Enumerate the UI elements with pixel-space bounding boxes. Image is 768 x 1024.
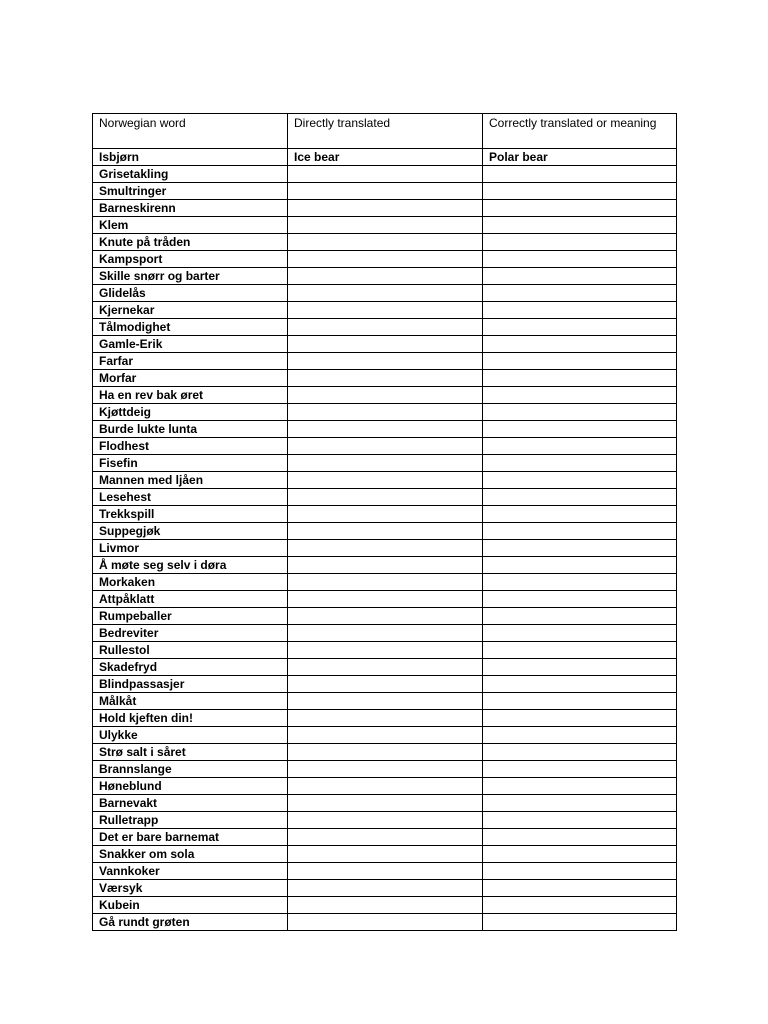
table-row [93, 914, 677, 931]
direct-translation-cell [288, 761, 483, 778]
direct-translation-cell [288, 710, 483, 727]
correct-meaning-cell [483, 829, 677, 846]
table-row [93, 608, 677, 625]
direct-translation-cell [288, 251, 483, 268]
direct-translation-cell [288, 353, 483, 370]
correct-meaning-cell [483, 744, 677, 761]
correct-meaning-cell [483, 472, 677, 489]
correct-meaning-cell [483, 540, 677, 557]
direct-translation-cell [288, 846, 483, 863]
table-row [93, 846, 677, 863]
table-row [93, 149, 677, 166]
norwegian-word-cell: Flodhest [93, 438, 288, 455]
table-row [93, 353, 677, 370]
direct-translation-cell [288, 812, 483, 829]
table-body [93, 149, 677, 931]
norwegian-word-cell: Det er bare barnemat [93, 829, 288, 846]
norwegian-word-cell: Grisetakling [93, 166, 288, 183]
norwegian-word-cell: Rumpeballer [93, 608, 288, 625]
norwegian-word-cell: Brannslange [93, 761, 288, 778]
norwegian-word-cell: Morkaken [93, 574, 288, 591]
table-row [93, 727, 677, 744]
direct-translation-cell [288, 319, 483, 336]
direct-translation-cell [288, 472, 483, 489]
correct-meaning-cell [483, 880, 677, 897]
table-row [93, 251, 677, 268]
norwegian-word-cell: Kampsport [93, 251, 288, 268]
table-row [93, 523, 677, 540]
direct-translation-cell [288, 421, 483, 438]
correct-meaning-cell [483, 489, 677, 506]
table-row [93, 693, 677, 710]
direct-translation-cell [288, 676, 483, 693]
table-row [93, 302, 677, 319]
norwegian-word-cell: Ha en rev bak øret [93, 387, 288, 404]
direct-translation-cell [288, 404, 483, 421]
correct-meaning-cell [483, 234, 677, 251]
table-row [93, 370, 677, 387]
correct-meaning-cell [483, 404, 677, 421]
norwegian-word-cell: Strø salt i såret [93, 744, 288, 761]
norwegian-word-cell: Mannen med ljåen [93, 472, 288, 489]
correct-meaning-cell [483, 642, 677, 659]
correct-meaning-cell [483, 319, 677, 336]
norwegian-word-cell: Lesehest [93, 489, 288, 506]
table-row [93, 863, 677, 880]
correct-meaning-cell [483, 438, 677, 455]
direct-translation-cell [288, 897, 483, 914]
norwegian-word-cell: Bedreviter [93, 625, 288, 642]
direct-translation-cell [288, 234, 483, 251]
table-row [93, 234, 677, 251]
norwegian-word-cell: Vannkoker [93, 863, 288, 880]
table-row [93, 183, 677, 200]
correct-meaning-cell [483, 506, 677, 523]
direct-translation-cell [288, 829, 483, 846]
direct-translation-cell [288, 455, 483, 472]
correct-meaning-cell [483, 778, 677, 795]
direct-translation-cell [288, 727, 483, 744]
table-row [93, 319, 677, 336]
table-row [93, 455, 677, 472]
norwegian-word-cell: Fisefin [93, 455, 288, 472]
direct-translation-cell [288, 523, 483, 540]
table-row [93, 795, 677, 812]
correct-meaning-cell [483, 523, 677, 540]
norwegian-word-cell: Rullestol [93, 642, 288, 659]
direct-translation-cell [288, 642, 483, 659]
table-row [93, 659, 677, 676]
norwegian-word-cell: Skadefryd [93, 659, 288, 676]
norwegian-word-cell: Ulykke [93, 727, 288, 744]
norwegian-word-cell: Knute på tråden [93, 234, 288, 251]
correct-meaning-cell [483, 285, 677, 302]
direct-translation-cell [288, 387, 483, 404]
correct-meaning-cell [483, 251, 677, 268]
correct-meaning-cell [483, 914, 677, 931]
norwegian-word-cell: Blindpassasjer [93, 676, 288, 693]
direct-translation-cell [288, 659, 483, 676]
correct-meaning-cell [483, 710, 677, 727]
table-row [93, 387, 677, 404]
norwegian-word-cell: Isbjørn [93, 149, 288, 166]
norwegian-word-cell: Målkåt [93, 693, 288, 710]
table-row [93, 591, 677, 608]
direct-translation-cell [288, 200, 483, 217]
table-header [93, 114, 677, 149]
correct-meaning-cell [483, 659, 677, 676]
direct-translation-cell [288, 438, 483, 455]
correct-meaning-cell [483, 846, 677, 863]
norwegian-word-cell: Hold kjeften din! [93, 710, 288, 727]
table-row [93, 778, 677, 795]
norwegian-word-cell: Burde lukte lunta [93, 421, 288, 438]
table-row [93, 506, 677, 523]
norwegian-word-cell: Attpåklatt [93, 591, 288, 608]
direct-translation-cell [288, 863, 483, 880]
direct-translation-cell [288, 778, 483, 795]
correct-meaning-cell [483, 863, 677, 880]
table-row [93, 200, 677, 217]
direct-translation-cell [288, 795, 483, 812]
correct-meaning-cell [483, 812, 677, 829]
direct-translation-cell [288, 285, 483, 302]
table-row [93, 676, 677, 693]
norwegian-word-cell: Morfar [93, 370, 288, 387]
direct-translation-cell [288, 914, 483, 931]
direct-translation-cell [288, 880, 483, 897]
table-row [93, 744, 677, 761]
header-correct-meaning: Correctly translated or meaning [483, 114, 677, 149]
correct-meaning-cell [483, 387, 677, 404]
header-directly-translated: Directly translated [288, 114, 483, 149]
correct-meaning-cell [483, 421, 677, 438]
table-row [93, 438, 677, 455]
table-row [93, 557, 677, 574]
table-row [93, 574, 677, 591]
direct-translation-cell [288, 217, 483, 234]
correct-meaning-cell [483, 693, 677, 710]
table-row [93, 166, 677, 183]
table-row [93, 336, 677, 353]
table-row [93, 761, 677, 778]
table-row [93, 829, 677, 846]
correct-meaning-cell [483, 353, 677, 370]
norwegian-word-cell: Barnevakt [93, 795, 288, 812]
table-row [93, 642, 677, 659]
norwegian-word-cell: Høneblund [93, 778, 288, 795]
correct-meaning-cell [483, 268, 677, 285]
direct-translation-cell [288, 489, 483, 506]
norwegian-word-cell: Tålmodighet [93, 319, 288, 336]
correct-meaning-cell [483, 455, 677, 472]
norwegian-word-cell: Klem [93, 217, 288, 234]
table-row [93, 285, 677, 302]
correct-meaning-cell [483, 166, 677, 183]
direct-translation-cell [288, 744, 483, 761]
header-norwegian-word: Norwegian word [93, 114, 288, 149]
norwegian-word-cell: Kjernekar [93, 302, 288, 319]
norwegian-word-cell: Trekkspill [93, 506, 288, 523]
table-row [93, 421, 677, 438]
direct-translation-cell [288, 693, 483, 710]
norwegian-word-cell: Gå rundt grøten [93, 914, 288, 931]
norwegian-word-cell: Skille snørr og barter [93, 268, 288, 285]
norwegian-word-cell: Suppegjøk [93, 523, 288, 540]
direct-translation-cell [288, 302, 483, 319]
direct-translation-cell [288, 268, 483, 285]
table-row [93, 540, 677, 557]
correct-meaning-cell [483, 625, 677, 642]
correct-meaning-cell [483, 591, 677, 608]
direct-translation-cell [288, 608, 483, 625]
correct-meaning-cell [483, 727, 677, 744]
table-row [93, 268, 677, 285]
norwegian-word-cell: Værsyk [93, 880, 288, 897]
norwegian-word-cell: Glidelås [93, 285, 288, 302]
direct-translation-cell [288, 591, 483, 608]
correct-meaning-cell [483, 795, 677, 812]
table-row [93, 217, 677, 234]
norwegian-word-cell: Gamle-Erik [93, 336, 288, 353]
table-row [93, 472, 677, 489]
correct-meaning-cell [483, 370, 677, 387]
correct-meaning-cell [483, 183, 677, 200]
correct-meaning-cell [483, 676, 677, 693]
norwegian-word-cell: Kubein [93, 897, 288, 914]
table-row [93, 625, 677, 642]
direct-translation-cell [288, 625, 483, 642]
correct-meaning-cell: Polar bear [483, 149, 677, 166]
norwegian-word-cell: Livmor [93, 540, 288, 557]
norwegian-word-cell: Barneskirenn [93, 200, 288, 217]
correct-meaning-cell [483, 608, 677, 625]
header-row [93, 114, 677, 149]
norwegian-word-cell: Å møte seg selv i døra [93, 557, 288, 574]
table-row [93, 812, 677, 829]
norwegian-word-cell: Smultringer [93, 183, 288, 200]
table-row [93, 404, 677, 421]
norwegian-word-cell: Snakker om sola [93, 846, 288, 863]
norwegian-word-cell: Kjøttdeig [93, 404, 288, 421]
correct-meaning-cell [483, 557, 677, 574]
correct-meaning-cell [483, 302, 677, 319]
direct-translation-cell [288, 506, 483, 523]
correct-meaning-cell [483, 897, 677, 914]
direct-translation-cell [288, 166, 483, 183]
table-row [93, 489, 677, 506]
direct-translation-cell [288, 557, 483, 574]
direct-translation-cell [288, 540, 483, 557]
direct-translation-cell [288, 370, 483, 387]
correct-meaning-cell [483, 761, 677, 778]
direct-translation-cell [288, 183, 483, 200]
correct-meaning-cell [483, 200, 677, 217]
norwegian-word-cell: Rulletrapp [93, 812, 288, 829]
table-row [93, 710, 677, 727]
table-row [93, 880, 677, 897]
norwegian-word-cell: Farfar [93, 353, 288, 370]
direct-translation-cell [288, 336, 483, 353]
direct-translation-cell [288, 574, 483, 591]
correct-meaning-cell [483, 336, 677, 353]
table-row [93, 897, 677, 914]
vocabulary-table [92, 113, 677, 931]
correct-meaning-cell [483, 217, 677, 234]
direct-translation-cell: Ice bear [288, 149, 483, 166]
correct-meaning-cell [483, 574, 677, 591]
